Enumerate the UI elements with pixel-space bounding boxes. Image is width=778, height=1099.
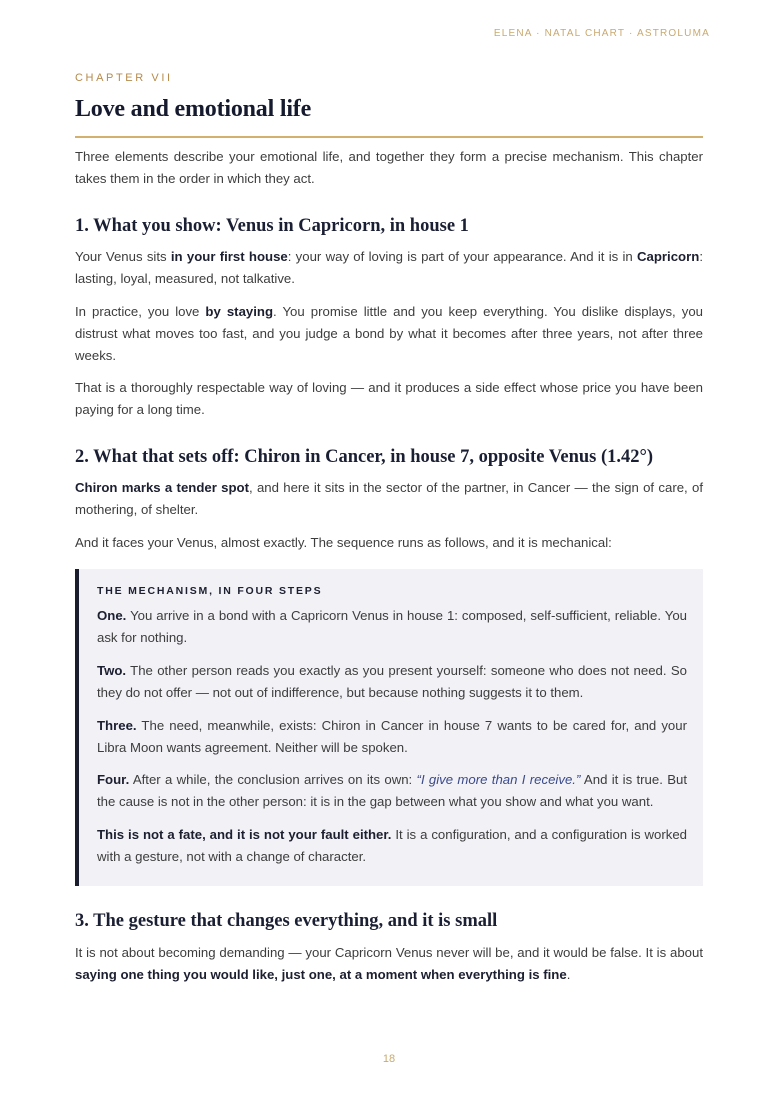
text: Your Venus sits bbox=[75, 249, 171, 264]
intro-paragraph: Three elements describe your emotional life, and together they form a precise mechanism. This chapter takes them in the order in which they act. bbox=[75, 149, 703, 186]
section-3-heading: 3. The gesture that changes everything, and it is small bbox=[75, 911, 498, 931]
title-divider bbox=[75, 136, 703, 138]
step-label: One. bbox=[97, 608, 127, 623]
intro-block bbox=[75, 146, 703, 190]
section-2-body bbox=[75, 477, 703, 521]
text: You arrive in a bond with a Capricorn Venus in house 1: composed, self-sufficient, reliable. You ask for nothing. bbox=[97, 608, 687, 645]
section-2 bbox=[75, 447, 703, 468]
section-2-paragraph-1 bbox=[75, 477, 703, 521]
mechanism-callout bbox=[75, 569, 703, 886]
text: : lasting, loyal, measured, not talkative. bbox=[75, 249, 703, 286]
step-label: Three. bbox=[97, 718, 137, 733]
section-1-heading: 1. What you show: Venus in Capricorn, in house 1 bbox=[75, 216, 469, 236]
mechanism-title: THE MECHANISM, IN FOUR STEPS bbox=[97, 585, 323, 597]
section-1 bbox=[75, 216, 703, 237]
section-1-body bbox=[75, 246, 703, 290]
text: It is a configuration, and a configuration is worked with a gesture, not with a change of character. bbox=[97, 827, 687, 864]
section-2-heading: 2. What that sets off: Chiron in Cancer, in house 7, opposite Venus (1.42°) bbox=[75, 447, 654, 467]
quote: “I give more than I receive.” bbox=[416, 772, 581, 787]
section-3-paragraph-1 bbox=[75, 942, 703, 986]
text: , and here it sits in the sector of the partner, in Cancer — the sign of care, of mothering, of shelter. bbox=[75, 480, 703, 517]
section-3-body bbox=[75, 942, 703, 986]
step-label: Two. bbox=[97, 663, 127, 678]
section-2-paragraph-2: And it faces your Venus, almost exactly. The sequence runs as follows, and it is mechanical: bbox=[75, 535, 612, 550]
step-four bbox=[97, 769, 687, 813]
chapter-title: Love and emotional life bbox=[75, 96, 312, 122]
text: The other person reads you exactly as you present yourself: someone who does not need. So they do not offer — not out of indifference, but because nothing suggests it to them. bbox=[97, 663, 687, 700]
emphasis: saying one thing you would like, just one, at a moment when everything is fine bbox=[75, 967, 567, 982]
text: The need, meanwhile, exists: Chiron in Cancer in house 7 wants to be cared for, and your Libra Moon wants agreement. Neither will be spoken. bbox=[97, 718, 687, 755]
section-1-paragraph-1 bbox=[75, 246, 703, 290]
section-1-paragraph-3: That is a thoroughly respectable way of loving — and it produces a side effect whose price you have been paying for a long time. bbox=[75, 380, 703, 417]
emphasis: This is not a fate, and it is not your fault either. bbox=[97, 827, 392, 842]
step-one bbox=[97, 605, 687, 649]
section-3 bbox=[75, 911, 703, 932]
page-number: 18 bbox=[382, 1053, 396, 1065]
section-1-body-2 bbox=[75, 301, 703, 367]
text: In practice, you love bbox=[75, 304, 206, 319]
emphasis: Chiron marks a tender spot bbox=[75, 480, 249, 495]
running-header: ELENA · NATAL CHART · ASTROLUMA bbox=[493, 28, 710, 39]
text: . You promise little and you keep everything. You dislike displays, you distrust what moves too fast, and you judge a bond by what it becomes after three years, not after three weeks. bbox=[75, 304, 703, 363]
emphasis: Capricorn bbox=[637, 249, 700, 264]
text: . bbox=[566, 967, 571, 982]
section-1-paragraph-2 bbox=[75, 301, 703, 367]
text: After a while, the conclusion arrives on its own: bbox=[129, 772, 417, 787]
mechanism-conclusion bbox=[97, 824, 687, 868]
section-1-body-3 bbox=[75, 377, 703, 421]
text: : your way of loving is part of your appearance. And it is in bbox=[287, 249, 638, 264]
section-2-body-2 bbox=[75, 532, 703, 554]
emphasis: by staying bbox=[205, 304, 274, 319]
text: It is not about becoming demanding — your Capricorn Venus never will be, and it would be false. It is about bbox=[75, 945, 703, 960]
step-label: Four. bbox=[97, 772, 130, 787]
text: And it is true. But the cause is not in the other person: it is in the gap between what you show and what you want. bbox=[97, 772, 687, 809]
chapter-label: CHAPTER VII bbox=[75, 72, 173, 84]
step-three bbox=[97, 715, 687, 759]
emphasis: in your first house bbox=[170, 249, 288, 264]
step-two bbox=[97, 660, 687, 704]
